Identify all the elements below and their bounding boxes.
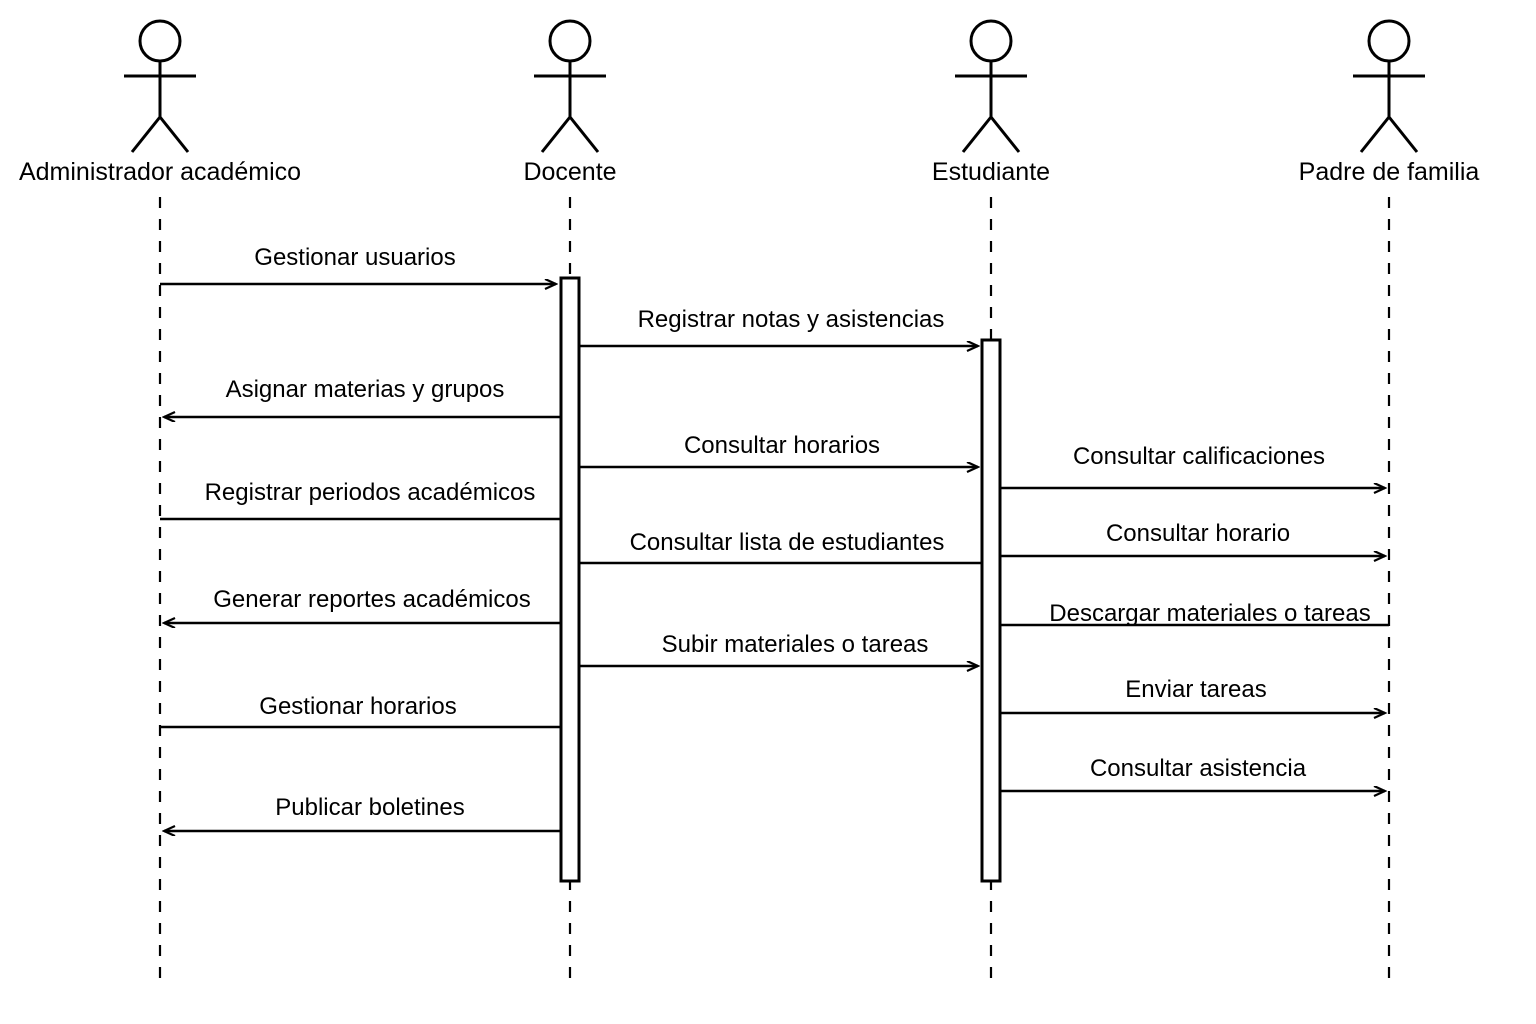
message-subir-materiales-o-tareas[interactable]	[579, 631, 978, 666]
message-label: Gestionar horarios	[259, 693, 457, 720]
message-generar-reportes-academicos[interactable]	[164, 586, 561, 623]
activation-bar-estudiante	[982, 340, 1000, 881]
message-consultar-calificaciones[interactable]	[1000, 443, 1385, 488]
actor-left-leg-icon	[963, 117, 991, 152]
message-descargar-materiales-o-tareas[interactable]	[1000, 600, 1389, 627]
message-label: Consultar asistencia	[1089, 755, 1307, 782]
message-publicar-boletines[interactable]	[164, 794, 561, 831]
actor-right-leg-icon	[570, 117, 598, 152]
message-label: Registrar periodos académicos	[204, 479, 536, 506]
message-label: Consultar horarios	[683, 432, 881, 459]
message-gestionar-horarios[interactable]	[160, 693, 561, 727]
actor-right-leg-icon	[160, 117, 188, 152]
actor-head-icon	[1369, 21, 1409, 61]
message-label: Asignar materias y grupos	[225, 376, 505, 403]
message-gestionar-usuarios[interactable]	[160, 244, 556, 284]
message-consultar-horario[interactable]	[1000, 520, 1385, 556]
actor-label: Docente	[523, 158, 617, 186]
message-consultar-asistencia[interactable]	[1000, 755, 1385, 791]
message-asignar-materias-y-grupos[interactable]	[164, 376, 561, 417]
message-label: Descargar materiales o tareas	[1049, 600, 1371, 627]
message-label: Subir materiales o tareas	[661, 631, 929, 658]
message-label: Consultar horario	[1105, 520, 1291, 547]
actor-label: Estudiante	[931, 158, 1051, 186]
actor-label: Administrador académico	[18, 158, 302, 186]
actor-left-leg-icon	[132, 117, 160, 152]
message-consultar-horarios[interactable]	[579, 432, 978, 467]
actor-right-leg-icon	[991, 117, 1019, 152]
actor-head-icon	[971, 21, 1011, 61]
message-label: Registrar notas y asistencias	[637, 306, 945, 333]
message-label: Publicar boletines	[275, 794, 465, 821]
message-registrar-notas-y-asistencias[interactable]	[579, 306, 978, 346]
actor-padre-de-familia[interactable]	[1299, 21, 1480, 985]
message-registrar-periodos-academicos[interactable]	[160, 479, 561, 519]
message-label: Consultar lista de estudiantes	[629, 529, 945, 556]
message-label: Consultar calificaciones	[1072, 443, 1326, 470]
actor-head-icon	[140, 21, 180, 61]
message-consultar-lista-de-estudiantes[interactable]	[579, 529, 982, 563]
message-enviar-tareas[interactable]	[1000, 676, 1385, 713]
message-label: Gestionar usuarios	[254, 244, 456, 271]
message-label: Generar reportes académicos	[213, 586, 531, 613]
actor-label: Padre de familia	[1298, 158, 1480, 186]
message-label: Enviar tareas	[1125, 676, 1267, 703]
actor-right-leg-icon	[1389, 117, 1417, 152]
actor-head-icon	[550, 21, 590, 61]
actor-left-leg-icon	[1361, 117, 1389, 152]
activation-bar-docente	[561, 278, 579, 881]
actor-left-leg-icon	[542, 117, 570, 152]
